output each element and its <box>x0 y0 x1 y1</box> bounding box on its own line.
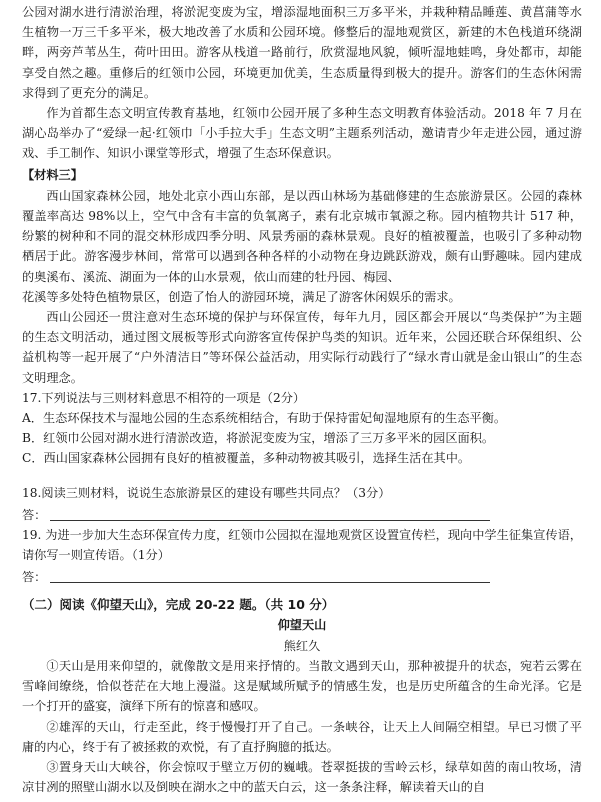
essay-paragraph: ③置身天山大峡谷，你会惊叹于壁立万仞的巍峨。苍翠挺拔的雪岭云杉，绿草如茵的南山牧场，清凉甘冽的照壁山湖水以及倒映在湖水之中的蓝天白云，这一条条注释，解读着天山的自 <box>22 759 582 795</box>
passage-paragraph: 西山公园还一贯注意对生态环境的保护与环保宣传，每年九月，园区都会开展以“鸟类保护”为主题的生态文明活动，通过图文展板等形式向游客宣传保护鸟类的知识。近年来，公园还联合环保组织、公益机构等一起开展了“户外清洁日”等环保公益活动，用实际行动践行了“绿水青山就是金山银山”的生态文明理念。 <box>22 310 582 385</box>
question-18-stem: 18.阅读三则材料，说说生态旅游景区的建设有哪些共同点？（3分） <box>22 485 391 500</box>
exam-page <box>22 2 582 797</box>
answer-underline <box>50 582 490 583</box>
section-2-title: （二）阅读《仰望天山》，完成 20-22 题。（共 10 分） <box>22 597 335 613</box>
question-17-option-c: C．西山国家森林公园拥有良好的植被覆盖，多种动物被其吸引，选择生活在其中。 <box>22 451 471 466</box>
passage-paragraph: 西山国家森林公园，地处北京小西山东部，是以西山林场为基础修建的生态旅游景区。公园的森林覆盖率高达 98%以上，空气中含有丰富的负氧离子，素有北京城市氧源之称。园内植物共计 517 种，纷繁的树种和不同的混交林形成四季分明、风景秀丽的森林景观。良好的植被覆盖，也吸引了多种动物栖居于此。游客漫步林间，常常可以遇到各种各样的小动物在身边跳跃游戏，颇有山野趣味。园内建成的奥溪布、溪流、湖面为一体的山水景观，依山而建的牡丹园、梅园、 <box>22 188 582 284</box>
question-19-stem: 19. 为进一步加大生态环保宣传力度，红领巾公园拟在湿地观赏区设置宣传栏，现向中学生征集宣传语，请你写一则宣传语。（1分） <box>22 527 582 563</box>
answer-label: 答： <box>22 570 47 585</box>
essay-paragraph: ①天山是用来仰望的，就像散文是用来抒情的。当散文遇到天山，那种被提升的状态，宛若云雾在雪峰间缭绕，恰似苍茫在大地上漫溢。这是赋域所赋予的情感生发，也是历史所蕴含的生命光泽。它是一个打开的盛宴，演绎下所有的惊喜和感叹。 <box>22 658 582 714</box>
question-17-option-b: B．红领巾公园对湖水进行清淤改造，将淤泥变废为宝，增添了三万多平米的园区面积。 <box>22 431 495 446</box>
question-18-answer[interactable] <box>22 503 582 525</box>
essay-author: 熊红久 <box>283 638 321 653</box>
passage-paragraph: 作为首都生态文明宣传教育基地，红领巾公园开展了多种生态文明教育体验活动。2018 年 7 月在湖心岛举办了“爱绿一起·红领巾「小手拉大手」生态文明”主题系列活动，邀请青少年走进公园，通过游戏、手工制作、知识小课堂等形式，增强了生态环保意识。 <box>22 106 582 161</box>
answer-underline <box>50 520 490 521</box>
passage-paragraph: 公园对湖水进行清淤治理，将淤泥变废为宝，增添湿地面积三万多平米，并栽种精品睡莲、黄菖蒲等水生植物一万三千多平米，极大地改善了水质和公园环境。修整后的湿地观赏区，新建的木色栈道环绕湖畔，两旁芦苇丛生，荷叶田田。游客从栈道一路前行，欣赏湿地风貌，倾听湿地蛙鸣，身处都市，却能享受自然之趣。重修后的红领巾公园，环境更加优美，生态质量得到极大的提升。游客们的生态休闲需求得到了更充分的满足。 <box>22 5 582 100</box>
passage-paragraph: 花溪等多处特色植物景区，创造了怡人的游园环境，满足了游客休闲娱乐的需求。 <box>22 289 461 304</box>
question-19-answer[interactable] <box>22 565 582 587</box>
material3-heading: 【材料三】 <box>22 167 83 182</box>
essay-title: 仰望天山 <box>277 618 327 633</box>
question-17-option-a: A．生态环保技术与湿地公园的生态系统相结合，有助于保持雷妃甸湿地原有的生态平衡。 <box>22 411 507 426</box>
answer-label: 答： <box>22 507 47 522</box>
question-17-stem: 17.下列说法与三则材料意思不相符的一项是（2分） <box>22 390 306 405</box>
essay-paragraph: ②雄浑的天山，行走至此，终于慢慢打开了自己。一条峡谷，让天上人间隔空相望。早已习惯了平庸的内心，终于有了被拯救的欢悦，有了直抒胸臆的抵达。 <box>22 719 582 754</box>
